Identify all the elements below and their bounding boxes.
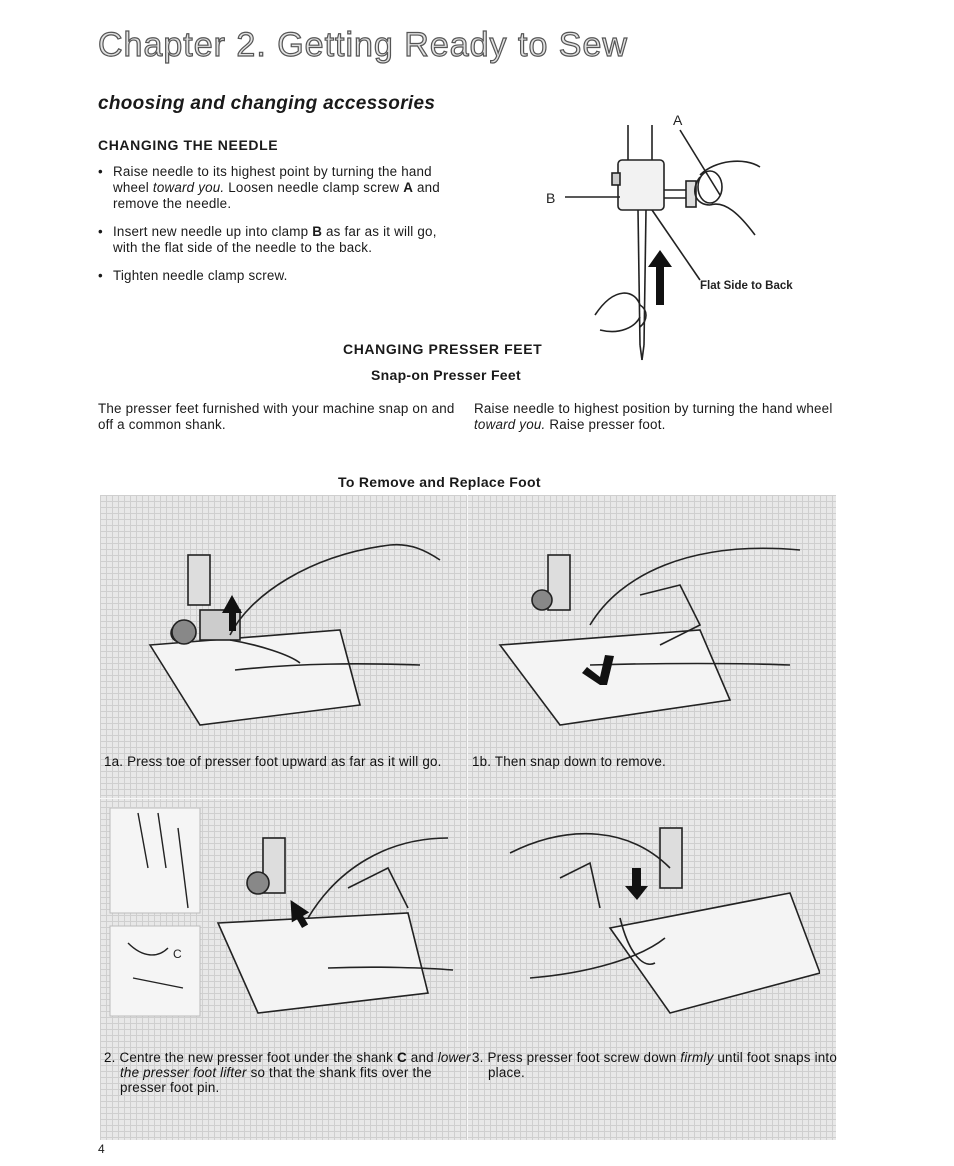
step-1b-caption: 1b. Then snap down to remove.	[472, 754, 666, 769]
needle-step-1: • Raise needle to its highest point by turning the hand wheel toward you. Loosen needle clamp screw A and remove the needle.	[98, 164, 458, 212]
step-3-caption: 3. Press presser foot screw down firmly until foot snaps into place.	[472, 1050, 837, 1080]
panel-divider-vertical	[467, 495, 468, 1140]
step-2-caption: 2. Centre the new presser foot under the shank C and lower the presser foot lifter so that the shank fits over the presser foot pin.	[104, 1050, 471, 1095]
needle-step-2: • Insert new needle up into clamp B as far as it will go, with the flat side of the needle to the back.	[98, 224, 458, 256]
chapter-title: Chapter 2. Getting Ready to Sew	[98, 26, 628, 64]
section-title: choosing and changing accessories	[98, 93, 436, 114]
page-number: 4	[98, 1142, 105, 1156]
step-1a-caption: 1a. Press toe of presser foot upward as far as it will go.	[104, 754, 442, 769]
presser-intro-left: The presser feet furnished with your machine snap on and off a common shank.	[98, 401, 455, 432]
remove-replace-heading: To Remove and Replace Foot	[338, 474, 541, 490]
needle-heading: CHANGING THE NEEDLE	[98, 137, 279, 153]
needle-instructions	[98, 164, 458, 296]
step-1a-illustration	[140, 535, 460, 735]
label-c: C	[173, 947, 182, 961]
step-1b-illustration	[490, 535, 820, 735]
step-3-illustration	[490, 808, 820, 1023]
needle-illustration	[540, 105, 840, 365]
step-2-illustration	[108, 808, 458, 1023]
presser-heading: CHANGING PRESSER FEET	[343, 341, 543, 357]
label-b: B	[546, 190, 556, 206]
snap-on-subheading: Snap-on Presser Feet	[371, 367, 521, 383]
presser-intro-right: Raise needle to highest position by turning the hand wheel toward you. Raise presser foot.	[474, 401, 833, 432]
panel-divider-horizontal	[100, 798, 836, 799]
label-flat-side: Flat Side to Back	[700, 280, 793, 292]
label-a: A	[673, 112, 683, 128]
needle-step-3: • Tighten needle clamp screw.	[98, 268, 458, 284]
